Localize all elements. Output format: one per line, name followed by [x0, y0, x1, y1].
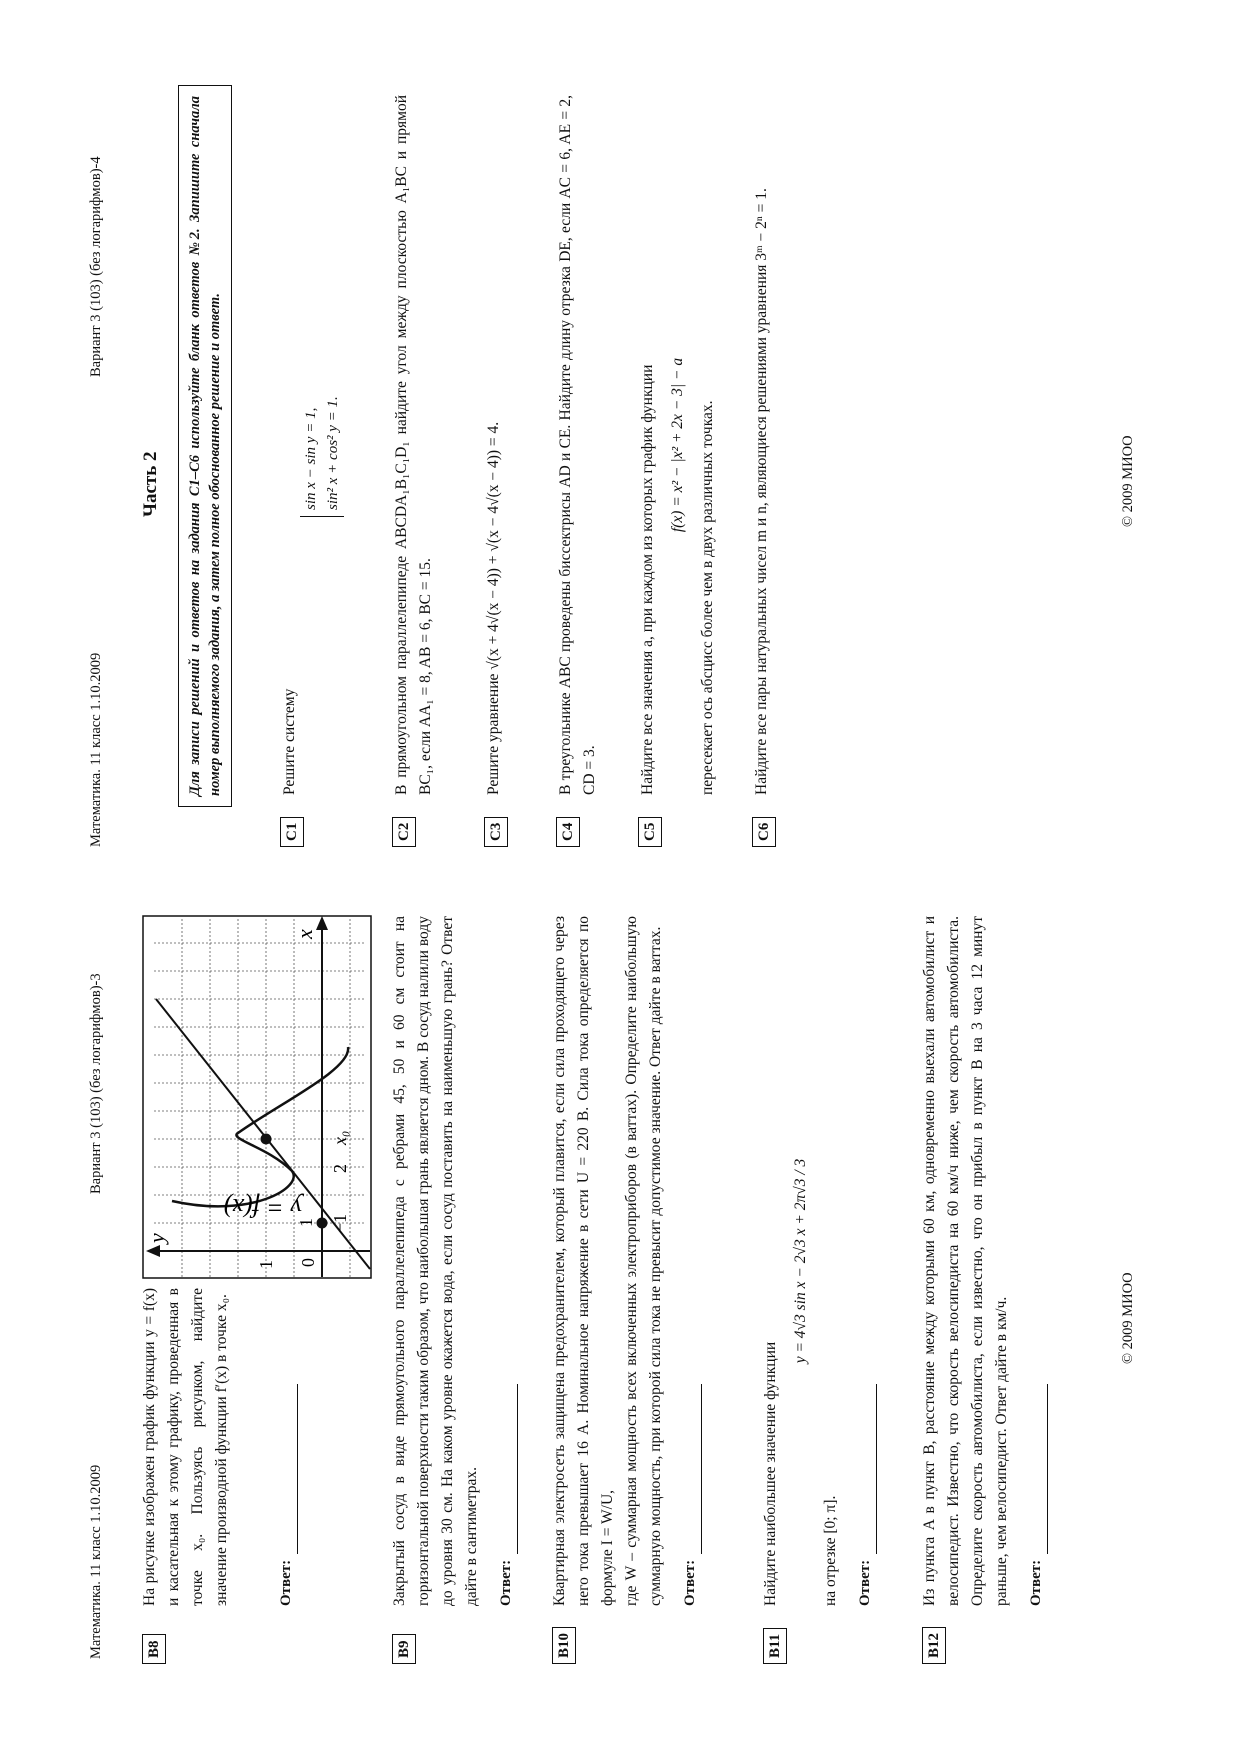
- task-b12-text: Из пункта A в пункт B, расстояние между которыми 60 км, одновременно выехали автомобилист и велосипедист. Известно, что скорость велосипедиста на 60 км/ч ниже, чем скорость автомобилиста. Определите скорость автомобилиста, если известно, что он прибыл в пункт B на 3 часа 12 минут раньше, чем велосипедист. Ответ дайте в км/ч.: [921, 916, 1010, 1606]
- task-label-c5: C5: [638, 817, 662, 847]
- task-b10-text-2: где W – суммарная мощность всех включенных электроприборов (в ваттах). Определите наибольшую суммарную мощность, при которой сила тока не превысит допустимое значение. Ответ дайте в ваттах.: [623, 916, 664, 1606]
- tick-x-minus-one: −1: [330, 1213, 350, 1233]
- task-b11-text-1: Найдите наибольшее значение функции: [762, 1341, 779, 1606]
- task-b9: [388, 916, 518, 1606]
- answer-b9: [494, 916, 518, 1606]
- answer-label: Ответ:: [498, 1559, 514, 1606]
- task-b11-formula: y = 4√3 sin x − 2√3 x + 2π√3 / 3: [792, 1158, 809, 1364]
- x-axis-arrow: [316, 916, 328, 930]
- task-b8: [138, 1288, 298, 1606]
- task-c5-formula: f(x) = x² − |x² + 2x − 3| − a: [669, 357, 686, 533]
- task-label-c3: C3: [484, 817, 508, 847]
- task-b8-text: На рисунке изображен график функции y = f(x) и касательная к этому графику, проведенная в точке x₀. Пользуясь рисунком, найдите значение производной функции f′(x) в точке x₀.: [141, 1288, 230, 1606]
- instructions-box: Для записи решений и ответов на задания С1–С6 используйте бланк ответов №2. Запишите сначала номер выполняемого задания, а затем полное обоснованное решение и ответ.: [178, 85, 232, 807]
- system-of-equations: [300, 396, 344, 517]
- answer-line: [875, 1384, 877, 1554]
- task-label-b8: B8: [142, 1634, 166, 1664]
- task-c1: [278, 95, 302, 795]
- answer-b12: [1024, 916, 1048, 1606]
- task-c5: [636, 95, 720, 795]
- task-b9-text: Закрытый сосуд в виде прямоугольного параллелепипеда с ребрами 45, 50 и 60 см стоит на горизонтальной поверхности таким образом, что наибольшая грань является дном. В сосуд налили воду до уровня 30 см. На каком уровне окажется вода, если сосуд поставить на наименьшую грань? Ответ дайте в сантиметрах.: [391, 916, 480, 1606]
- task-c4-text: В треугольнике ABC проведены биссектрисы AD и CE. Найдите длину отрезка DE, если AC = 6, AE = 2, CD = 3.: [557, 95, 598, 795]
- task-label-b9: B9: [392, 1634, 416, 1664]
- answer-line: [296, 1384, 298, 1554]
- task-c5-text-1: Найдите все значения a, при каждом из которых график функции: [639, 364, 656, 795]
- y-axis-label: y: [144, 1233, 169, 1243]
- header-left: Математика. 11 класс 1.10.2009: [88, 1464, 104, 1659]
- task-c3: [482, 95, 506, 795]
- header-right: Вариант 3 (103) (без логарифмов)-4: [88, 156, 104, 377]
- function-graph: [142, 909, 374, 1279]
- y-axis-arrow: [146, 1245, 160, 1257]
- tick-y-one: 1: [256, 1260, 276, 1269]
- intersection-point: [317, 1218, 328, 1229]
- task-label-b12: B12: [922, 1627, 946, 1664]
- header-right: Вариант 3 (103) (без логарифмов)-3: [88, 973, 104, 1194]
- answer-label: Ответ:: [857, 1559, 873, 1606]
- equation-2: sin² x + cos² y = 1.: [325, 396, 341, 510]
- tangency-point: [261, 1134, 272, 1145]
- task-c5-text-2: пересекает ось абсцисс более чем в двух различных точках.: [699, 400, 716, 795]
- task-c3-text: Решите уравнение √(x + 4√(x − 4)) + √(x − 4√(x − 4)) = 4.: [485, 421, 502, 795]
- task-label-c2: C2: [392, 817, 416, 847]
- footer: © 2009 МИОО: [1120, 1272, 1136, 1364]
- task-b11: [759, 916, 877, 1606]
- task-c2: [390, 95, 438, 795]
- curve-label: y = f(x): [223, 1193, 302, 1222]
- header-left: Математика. 11 класс 1.10.2009: [88, 652, 104, 847]
- task-b12: [918, 916, 1048, 1606]
- origin-label: 0: [298, 1258, 318, 1267]
- task-c2-text: В прямоугольном параллелепипеде ABCDA₁B₁C₁D₁ найдите угол между плоскостью A₁BC и прямой BC₁, если AA₁ = 8, AB = 6, BC = 15.: [393, 95, 434, 795]
- task-c6-text: Найдите все пары натуральных чисел m и n, являющиеся решениями уравнения 3ᵐ − 2ⁿ = 1.: [753, 188, 770, 795]
- footer: © 2009 МИОО: [1120, 435, 1136, 527]
- answer-line: [1046, 1384, 1048, 1554]
- task-label-c4: C4: [556, 817, 580, 847]
- task-b11-text-2: на отрезке [0; π].: [822, 1495, 839, 1606]
- tick-x0: x₀: [330, 1130, 350, 1145]
- answer-label: Ответ:: [1028, 1559, 1044, 1606]
- task-label-c1: C1: [280, 817, 304, 847]
- answer-b10: [678, 916, 702, 1606]
- task-label-b11: B11: [763, 1628, 787, 1664]
- task-c4: [554, 95, 602, 795]
- task-c6: [750, 95, 774, 795]
- answer-line: [700, 1384, 702, 1554]
- left-page: [0, 877, 1239, 1754]
- equation-1: sin x − sin y = 1,: [303, 407, 319, 510]
- task-b10: [548, 916, 702, 1606]
- answer-label: Ответ:: [682, 1559, 698, 1606]
- task-c1-text: Решите систему: [281, 688, 298, 795]
- tick-x-one: 1: [296, 1218, 316, 1227]
- task-label-c6: C6: [752, 817, 776, 847]
- answer-b11: [853, 916, 877, 1606]
- tick-x-two: 2: [330, 1164, 350, 1173]
- answer-b8: [274, 1288, 298, 1606]
- task-b10-text-1: Квартирная электросеть защищена предохранителем, который плавится, если сила проходящего через него тока превышает 16 А. Номинальное напряжение в сети U = 220 В. Сила тока определяется по формуле I = W/U,: [551, 916, 616, 1606]
- answer-label: Ответ:: [278, 1559, 294, 1606]
- task-label-b10: B10: [552, 1627, 576, 1664]
- x-axis-label: x: [292, 929, 317, 939]
- part-title: Часть 2: [140, 451, 161, 517]
- answer-line: [516, 1384, 518, 1554]
